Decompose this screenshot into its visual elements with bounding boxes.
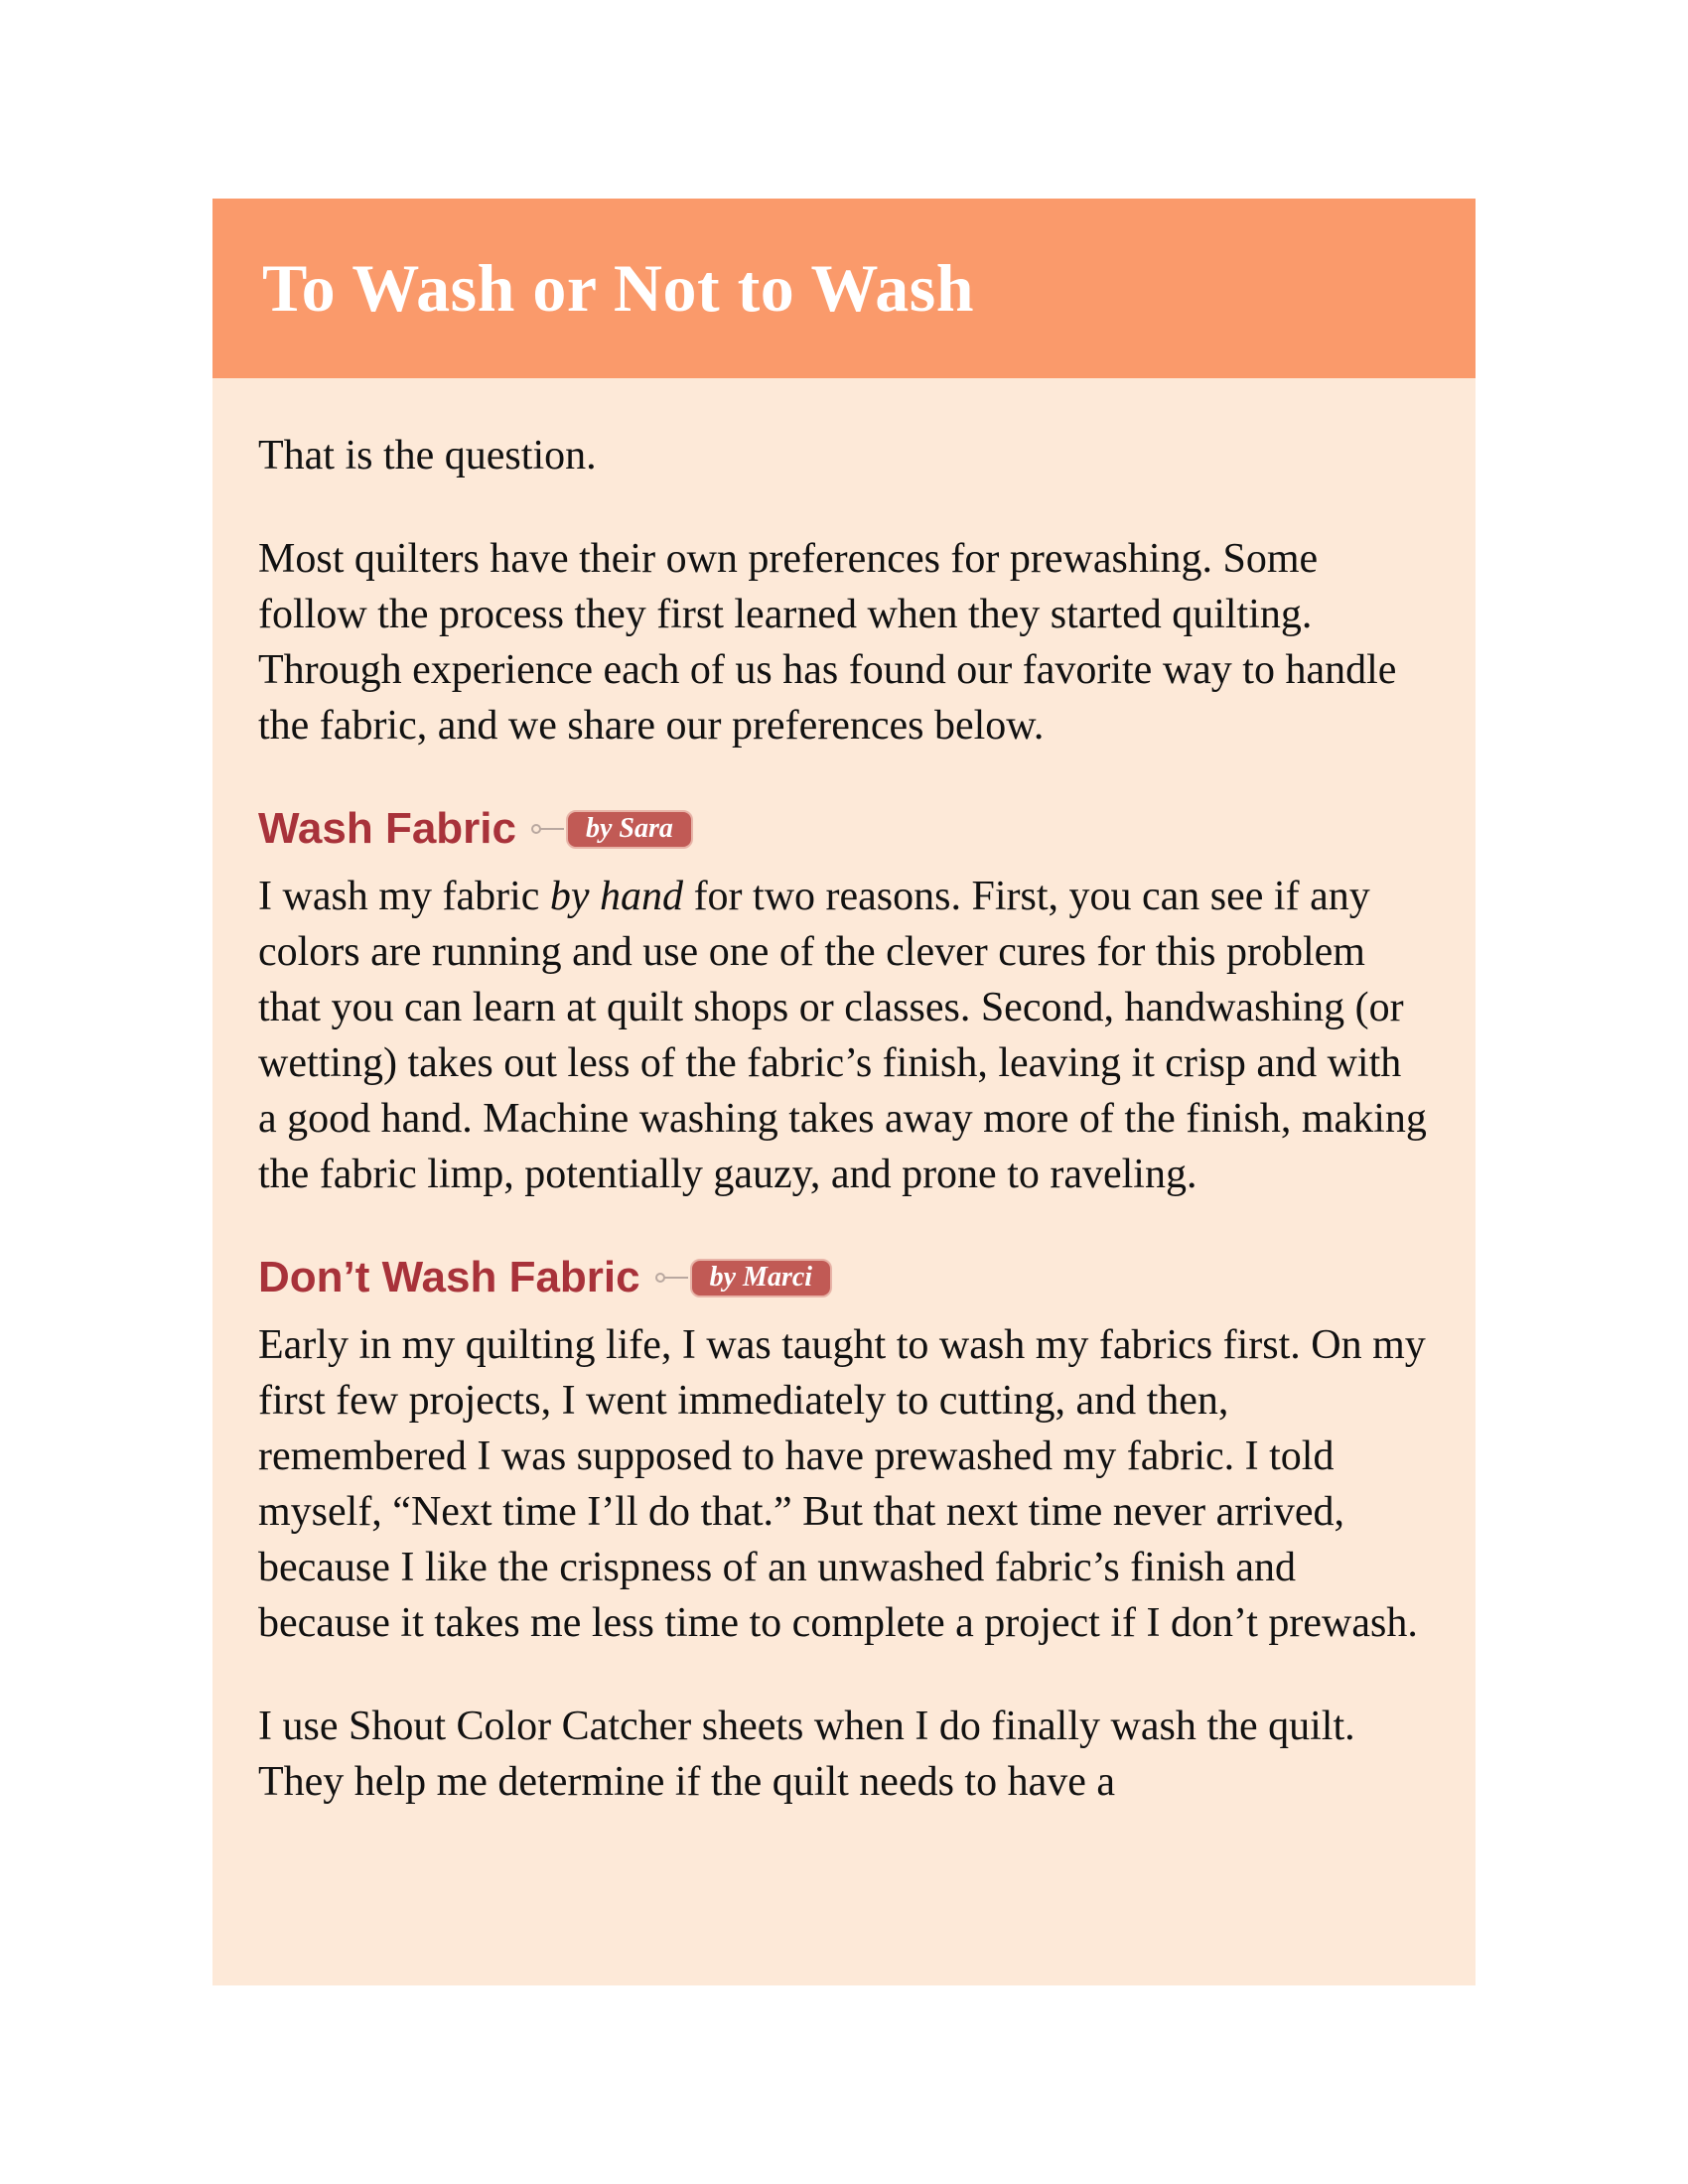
tag-string-icon [654, 1271, 688, 1285]
intro-question: That is the question. [258, 433, 597, 478]
sidebar-header [212, 199, 1476, 378]
dont-wash-paragraph-1: Early in my quilting life, I was taught to wash my fabrics first. On my first few projects, I went immediately to cutting, and then, remembered I was supposed to have prewashed my fabric. I told myself, “Next time I’ll do that.” But that next time never arrived, because I like the crispness of an unwashed fabric’s finish and because it takes me less time to complete a project if I don’t prewash. [258, 1322, 1426, 1646]
wash-text-end: for two reasons. First, you can see if any colors are running and use one of the clever cures for this problem that you can learn at quilt shops or classes. Second, handwashing (or wetting) takes out less of the fabric’s finish, leaving it crisp and with a good hand. Machine washing takes away more of the finish, making the fabric limp, potentially gauzy, and prone to raveling. [258, 874, 1427, 1197]
wash-text-emphasis: by hand [549, 874, 684, 919]
dont-wash-fabric-heading [258, 1250, 1430, 1305]
wash-fabric-paragraph [258, 869, 1430, 1202]
author-tag-label: by Sara [566, 810, 693, 849]
dont-wash-paragraph-2: I use Shout Color Catcher sheets when I do finally wash the quilt. They help me determine if the quilt needs to have a [258, 1704, 1355, 1805]
sidebar-box [212, 199, 1476, 1985]
intro-paragraph: Most quilters have their own preferences for prewashing. Some follow the process they first learned when they started quilting. Through experience each of us has found our favorite way to handle the fabric, and we share our preferences below. [258, 536, 1397, 749]
wash-fabric-heading-text: Wash Fabric [258, 804, 516, 853]
tag-string-icon [530, 822, 564, 836]
author-tag-label: by Marci [690, 1259, 832, 1297]
sidebar-body [212, 378, 1476, 1810]
wash-text-start: I wash my fabric [258, 874, 550, 919]
wash-fabric-heading [258, 801, 1430, 857]
dont-wash-fabric-heading-text: Don’t Wash Fabric [258, 1253, 640, 1301]
author-tag [530, 810, 693, 849]
author-tag [654, 1259, 832, 1297]
sidebar-title: To Wash or Not to Wash [262, 250, 975, 326]
